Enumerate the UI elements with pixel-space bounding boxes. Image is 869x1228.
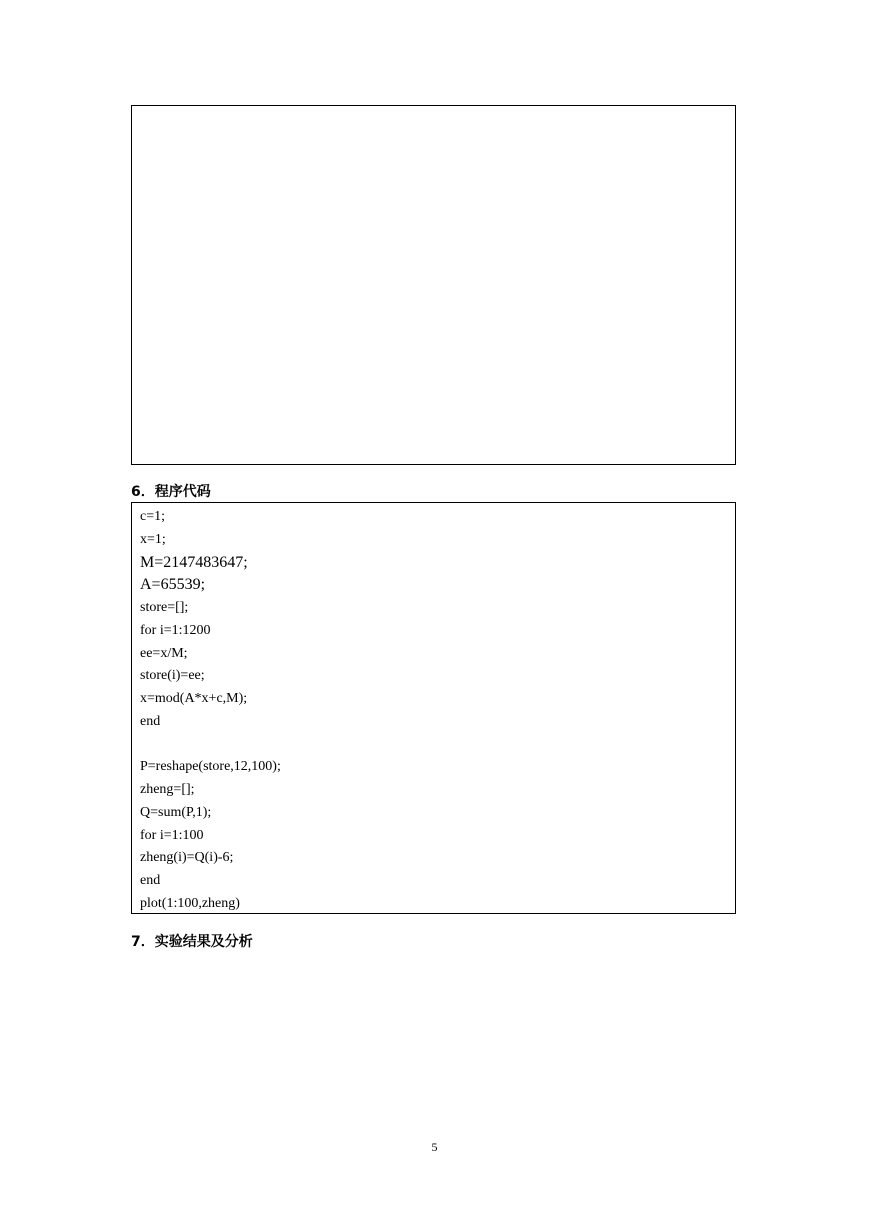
code-lines — [140, 506, 281, 916]
code-line: Q=sum(P,1); — [140, 804, 212, 820]
code-line: A=65539; — [140, 576, 206, 594]
code-line: for i=1:100 — [140, 827, 204, 843]
code-line: end — [140, 713, 161, 729]
empty-figure-box — [131, 105, 736, 465]
code-line: ee=x/M; — [140, 645, 188, 661]
code-line: x=1; — [140, 531, 166, 547]
code-line: for i=1:1200 — [140, 622, 211, 638]
code-line: end — [140, 873, 161, 888]
code-line: zheng(i)=Q(i)-6; — [140, 850, 234, 866]
code-line: store=[]; — [140, 600, 189, 615]
code-line: P=reshape(store,12,100); — [140, 759, 281, 775]
code-line: c=1; — [140, 509, 165, 524]
code-line — [140, 734, 281, 757]
code-line: M=2147483647; — [140, 553, 248, 571]
section-heading-results-analysis: 7．实验结果及分析 — [131, 934, 253, 950]
code-line: plot(1:100,zheng) — [140, 895, 240, 911]
code-line: store(i)=ee; — [140, 668, 205, 684]
code-line: zheng=[]; — [140, 782, 195, 797]
code-line: x=mod(A*x+c,M); — [140, 691, 248, 706]
code-block — [131, 502, 736, 914]
page-number: 5 — [431, 1140, 438, 1154]
section-heading-program-code: 6．程序代码 — [131, 484, 211, 500]
